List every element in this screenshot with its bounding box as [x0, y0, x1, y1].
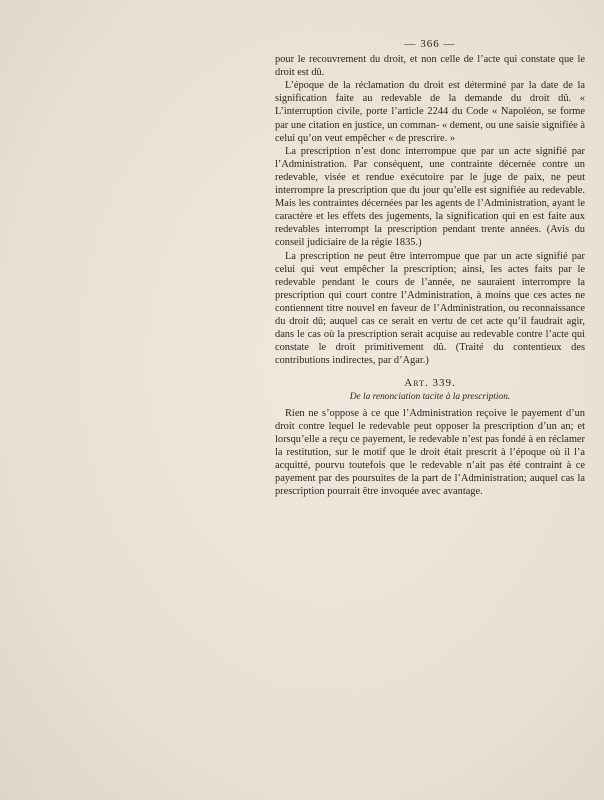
article-label: Art. 339.: [404, 377, 456, 390]
article-heading: [275, 377, 585, 390]
article-subtitle: De la renonciation tacite à la prescription.: [349, 392, 511, 403]
text-column: [275, 38, 585, 498]
paragraph-interruption-administration: La prescription n’est donc interrompue que par un acte signifié par l’Administration. Par conséquent, une contrainte décernée contre un redevable, visée et rendue exécutoire par le juge de paix, ne peut interrompre la prescription que du jour qu’elle est signifiée au redevable. Mais les contraintes décernées par les agents de l’Administration, ayant le caractère et les effets des jugements, la signification qui en est faite aux redevables interrompt la prescription pendant trente années. (Avis du conseil judiciaire de la régie 1835.): [275, 145, 585, 249]
paragraph-reclamation-date: L’époque de la réclamation du droit est déterminé par la date de la signification faite au redevable de la demande du droit dû. « L’interruption civile, porte l’article 2244 du Code « Napoléon, se forme par une citation en justice, un comman- « dement, ou une saisie signifiée à celui qu’on veut empêcher « de prescrire. »: [275, 80, 585, 144]
paragraph-renonciation: Rien ne s’oppose à ce que l’Administration reçoive le payement d’un droit contre lequel le redevable peut opposer la prescription d’un an; et lorsqu’elle a reçu ce payement, le redevable n’est pas fondé à en réclamer la restitution, sur le motif que le droit était prescrit à l’époque où il l’a acquitté, pourvu toutefois que le redevable n’ait pas été contraint à ce payement par des poursuites de la part de l’Administration; auquel cas la prescription pourrait être invoquée avec avantage.: [275, 407, 585, 498]
paragraph-interruption-redevable: La prescription ne peut être interrompue que par un acte signifié par celui qui veut empêcher la prescription; ainsi, les actes faits par le redevable pendant le cours de l’année, ne sauraient interrompre la prescription qui court contre l’Administration, à moins que ces actes ne contiennent titre nouvel en faveur de l’Administration, ou reconnaissance du droit dû; auquel cas ce serait en vertu de cet acte qu’il faudrait agir, dans le cas où la prescription serait acquise au redevable contre l’acte qui constate le droit primitivement dû. (Traité du contentieux des contributions indirectes, par d’Agar.): [275, 250, 585, 367]
paragraph-continuation: pour le recouvrement du droit, et non celle de l’acte qui constate que le droit est dû.: [275, 54, 585, 79]
page-number: — 366 —: [404, 38, 456, 50]
